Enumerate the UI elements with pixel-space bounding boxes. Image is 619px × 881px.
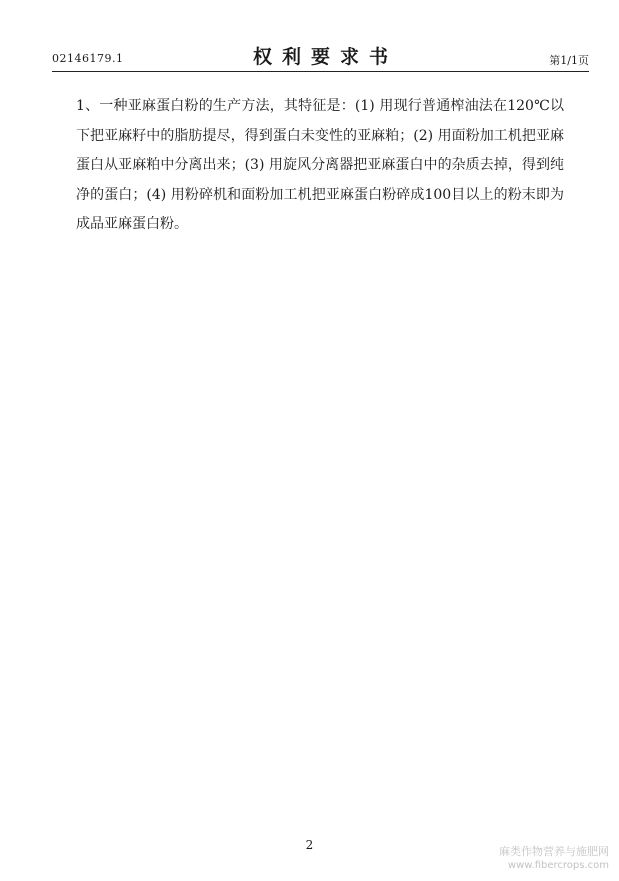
- page-number: 2: [305, 838, 314, 852]
- document-number: 02146179.1: [52, 52, 124, 65]
- header-divider: [52, 71, 589, 72]
- page-header: [52, 40, 589, 70]
- watermark-site-name: 麻类作物营养与施肥网: [499, 845, 609, 858]
- watermark-site-url: www.fibercrops.com: [507, 860, 609, 871]
- site-watermark: [449, 845, 609, 872]
- page-indicator: 第1/1页: [549, 54, 589, 67]
- claim-1: 1、一种亚麻蛋白粉的生产方法，其特征是：(1) 用现行普通榨油法在120℃以下把亚麻籽中的脂肪提尽，得到蛋白未变性的亚麻粕；(2) 用面粉加工机把亚麻蛋白从亚麻粕中分离出来；(3) 用旋风分离器把亚麻蛋白中的杂质去掉，得到纯净的蛋白；(4) 用粉碎机和面粉加工机把亚麻蛋白粉碎成100目以上的粉末即为成品亚麻蛋白粉。: [76, 98, 564, 232]
- document-title: 权利要求书: [252, 46, 398, 68]
- claims-body: [76, 92, 564, 240]
